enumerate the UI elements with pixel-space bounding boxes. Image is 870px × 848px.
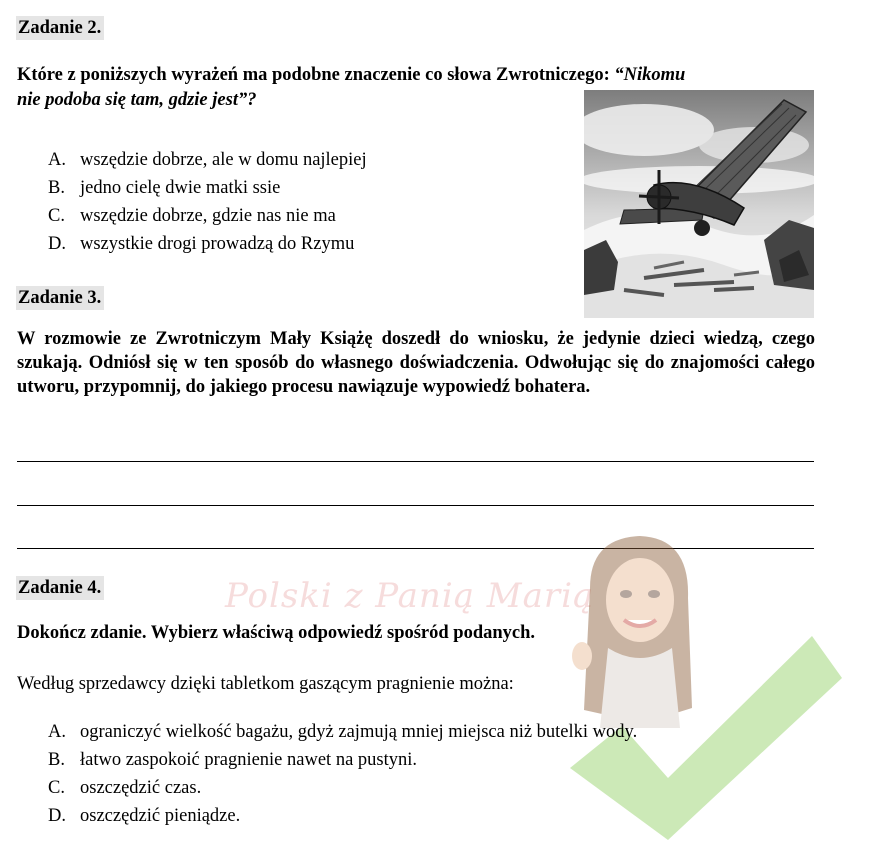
option-text: oszczędzić pieniądze. xyxy=(80,806,241,826)
task4-heading: Zadanie 4. xyxy=(16,576,104,600)
option-text: wszystkie drogi prowadzą do Rzymu xyxy=(80,234,355,254)
task4-option-b[interactable] xyxy=(48,749,417,771)
task4-instruction: Dokończ zdanie. Wybierz właściwą odpowiedź spośród podanych. xyxy=(17,623,536,643)
option-letter: C. xyxy=(48,778,65,798)
option-text: jedno cielę dwie matki ssie xyxy=(80,178,281,198)
task2-quote-line1: “Nikomu xyxy=(614,65,686,85)
option-text: wszędzie dobrze, gdzie nas nie ma xyxy=(80,206,336,226)
task3-heading: Zadanie 3. xyxy=(16,286,104,310)
watermark: Polski z Panią Marią xyxy=(225,576,595,616)
task3-question: W rozmowie ze Zwrotniczym Mały Książę doszedł do wniosku, że jedynie dzieci wiedzą, czego szukają. Odniósł się w ten sposób do własnego doświadczenia. Odwołując się do znajomości całego utworu, przypomnij, do jakiego procesu nawiązuje wypowiedź bohatera. xyxy=(17,329,815,397)
task4-option-c[interactable] xyxy=(48,777,201,799)
option-letter: B. xyxy=(48,750,65,770)
task2-question-lead: Które z poniższych wyrażeń ma podobne znaczenie co słowa Zwrotniczego: xyxy=(17,65,615,85)
crashed-plane-illustration xyxy=(584,90,814,318)
option-text: ograniczyć wielkość bagażu, gdyż zajmują mniej miejsca niż butelki wody. xyxy=(80,722,638,742)
option-letter: A. xyxy=(48,722,66,742)
task2-option-d[interactable] xyxy=(48,233,354,255)
option-text: oszczędzić czas. xyxy=(80,778,202,798)
option-text: wszędzie dobrze, ale w domu najlepiej xyxy=(80,150,367,170)
task2-quote-line2: nie podoba się tam, gdzie jest”? xyxy=(17,90,257,110)
option-letter: C. xyxy=(48,206,65,226)
option-letter: D. xyxy=(48,806,66,826)
task2-option-b[interactable] xyxy=(48,177,280,199)
task2-heading: Zadanie 2. xyxy=(16,16,104,40)
task4-option-d[interactable] xyxy=(48,805,240,827)
option-letter: B. xyxy=(48,178,65,198)
option-letter: A. xyxy=(48,150,66,170)
task2-option-a[interactable] xyxy=(48,149,367,171)
task2-option-c[interactable] xyxy=(48,205,336,227)
option-letter: D. xyxy=(48,234,66,254)
task4-option-a[interactable] xyxy=(48,721,637,743)
answer-line-1[interactable] xyxy=(17,461,814,462)
option-text: łatwo zaspokoić pragnienie nawet na pustyni. xyxy=(80,750,418,770)
task4-stem: Według sprzedawcy dzięki tabletkom gaszącym pragnienie można: xyxy=(17,674,514,694)
answer-line-2[interactable] xyxy=(17,505,814,506)
